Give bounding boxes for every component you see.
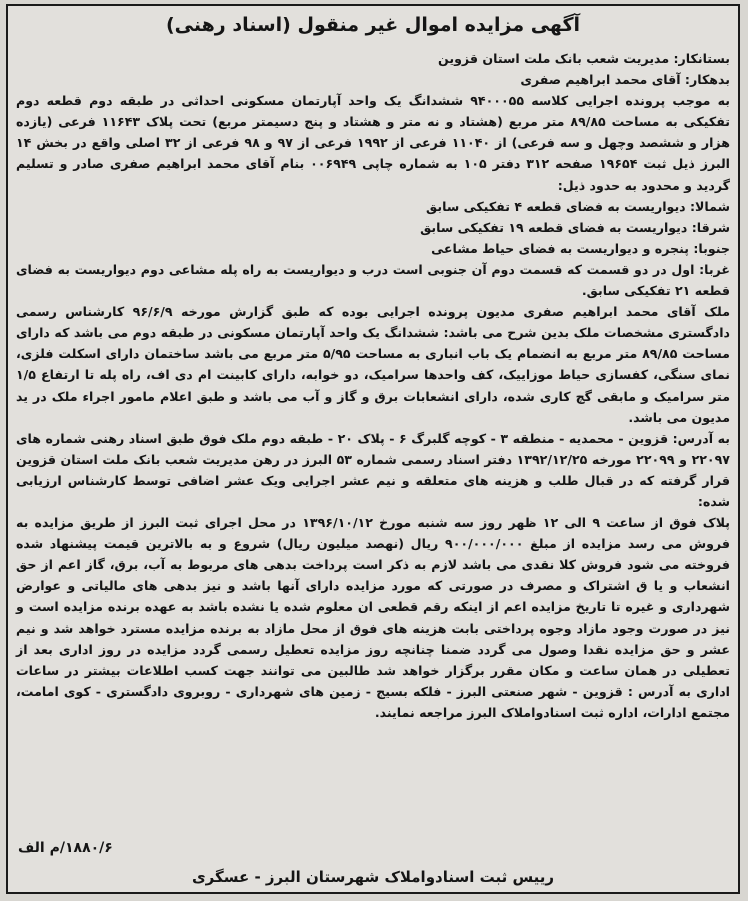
expert-report: ملک آقای محمد ابراهیم صفری مدیون پرونده اجرایی بوده که طبق گزارش مورخه ۹۶/۶/۹ کارشناس رسمی دادگستری مشخصات ملک بدین شرح می باشد: ششدانگ یک واحد آپارتمان مسکونی در طبقه دوم می باشد که دارای مساحت ۸۹/۸۵ متر مربع به انضمام یک باب انباری به مساحت ۵/۹۵ متر مربع می باشد ساختمان دارای اسکلت فلزی، نمای سنگی، کفسازی حیاط موزاییک، کف واحدها سرامیک، دو خوابه، دارای کابینت ام دی اف، راه پله تا ارتفاع ۱/۵ متر سرامیک و مابقی گچ کاری شده، دارای انشعابات برق و گاز و آب می باشد و طبق اعلام مامور اجراء ملک در ید مدیون می باشد.	[16, 304, 730, 425]
notice-page	[6, 4, 740, 894]
creditor-line: بستانکار: مدیریت شعب بانک ملت استان قزوین	[438, 51, 730, 66]
property-address: به آدرس: قزوین - محمدیه - منطقه ۳ - کوچه گلبرگ ۶ - پلاک ۲۰ - طبقه دوم ملک فوق طبق اسناد رهنی شماره های ۲۲۰۹۷ و ۲۲۰۹۹ مورخه ۱۳۹۲/۱۲/۲۵ دفتر اسناد رسمی شماره ۵۳ البرز در رهن مدیریت شعب بانک ملت استان قزوین قرار گرفته که در قبال طلب و هزینه های متعلقه و نیم عشر اجرایی ویک عشر اضافی توسط کارشناس ارزیابی شده:	[16, 430, 730, 509]
auction-terms: پلاک فوق از ساعت ۹ الی ۱۲ ظهر روز سه شنبه مورخ ۱۳۹۶/۱۰/۱۲ در محل اجرای ثبت البرز از طریق مزایده به فروش می رسد مزایده از مبلغ ۹۰۰/۰۰۰/۰۰۰ ریال (نهصد میلیون ریال) شروع و به بالاترین قیمت پیشنهاد شده فروخته می شود فروش کلا نقدی می باشد لازم به ذکر است پرداخت بدهی های مربوط به آب، برق، گاز اعم از حق انشعاب و یا ق اشتراک و مصرف در صورتی که مورد مزایده دارای آنها باشد و نیز بدهی های مالیاتی و عوارض شهرداری و غیره تا تاریخ مزایده اعم از اینکه رقم قطعی ان معلوم شده یا نشده باشد به عهده برنده مزایده است و نیز در صورت وجود مازاد وجوه پرداختی بابت هزینه های فوق از محل مازاد به برنده مزایده مسترد خواهد شد و نیم عشر و حق مزایده نقدا وصول می گردد ضمنا چنانچه روز مزایده تعطیل رسمی گردد مزایده در روز اداری بعد از تعطیلی در همان ساعت و مکان مقرر برگزار خواهد شد طالبین می توانند جهت کسب اطلاعات بیشتر در ساعات اداری به آدرس : قزوین - شهر صنعتی البرز - فلکه بسیج - زمین های شهرداری - روبروی دادگستری - کوی امامت، مجتمع ادارات، اداره ثبت اسنادواملاک البرز مراجعه نمایند.	[16, 515, 730, 720]
boundary-north: شمالا: دیواریست به فضای قطعه ۴ تفکیکی سابق	[426, 198, 730, 214]
property-description: به موجب پرونده اجرایی کلاسه ۹۴۰۰۰۵۵ ششدانگ یک واحد آپارتمان مسکونی احداثی در طبقه دوم قطعه دوم تفکیکی به مساحت ۸۹/۸۵ متر مربع (هشتاد و نه متر و هشتاد و پنج دسیمتر مربع) تحت پلاک ۱۱۶۴۳ فرعی (یازده هزار و ششصد وچهل و سه فرعی) از ۱۱۰۴۰ فرعی از ۱۹۹۲ فرعی از ۹۷ و ۹۸ فرعی از ۳۲ اصلی واقع در بخش ۱۴ البرز ذیل ثبت ۱۹۶۵۴ صفحه ۳۱۲ دفتر ۱۰۵ به شماره چاپی ۰۰۶۹۴۹ بنام آقای محمد ابراهیم صفری صادر و تسلیم گردید و محدود به حدود ذیل:	[16, 93, 730, 193]
notice-title: آگهی مزایده اموال غیر منقول (اسناد رهنی)	[165, 14, 581, 36]
boundary-east: شرقا: دیواریست به فضای قطعه ۱۹ تفکیکی سابق	[420, 219, 730, 235]
boundary-west: غربا: اول در دو قسمت که قسمت دوم آن جنوبی است درب و دیواریست به راه پله مشاعی دوم دیواریست به فضای قطعه ۲۱ تفکیکی سابق.	[16, 261, 730, 299]
boundary-south: جنوبا: پنجره و دیواریست به فضای حیاط مشاعی	[431, 240, 730, 256]
notice-body	[16, 48, 730, 723]
signature: رییس ثبت اسنادواملاک شهرستان البرز - عسگری	[191, 868, 555, 886]
debtor-line: بدهکار: آقای محمد ابراهیم صفری	[520, 72, 730, 88]
notice-number: ۱۸۸۰/۶/م الف	[18, 840, 113, 856]
